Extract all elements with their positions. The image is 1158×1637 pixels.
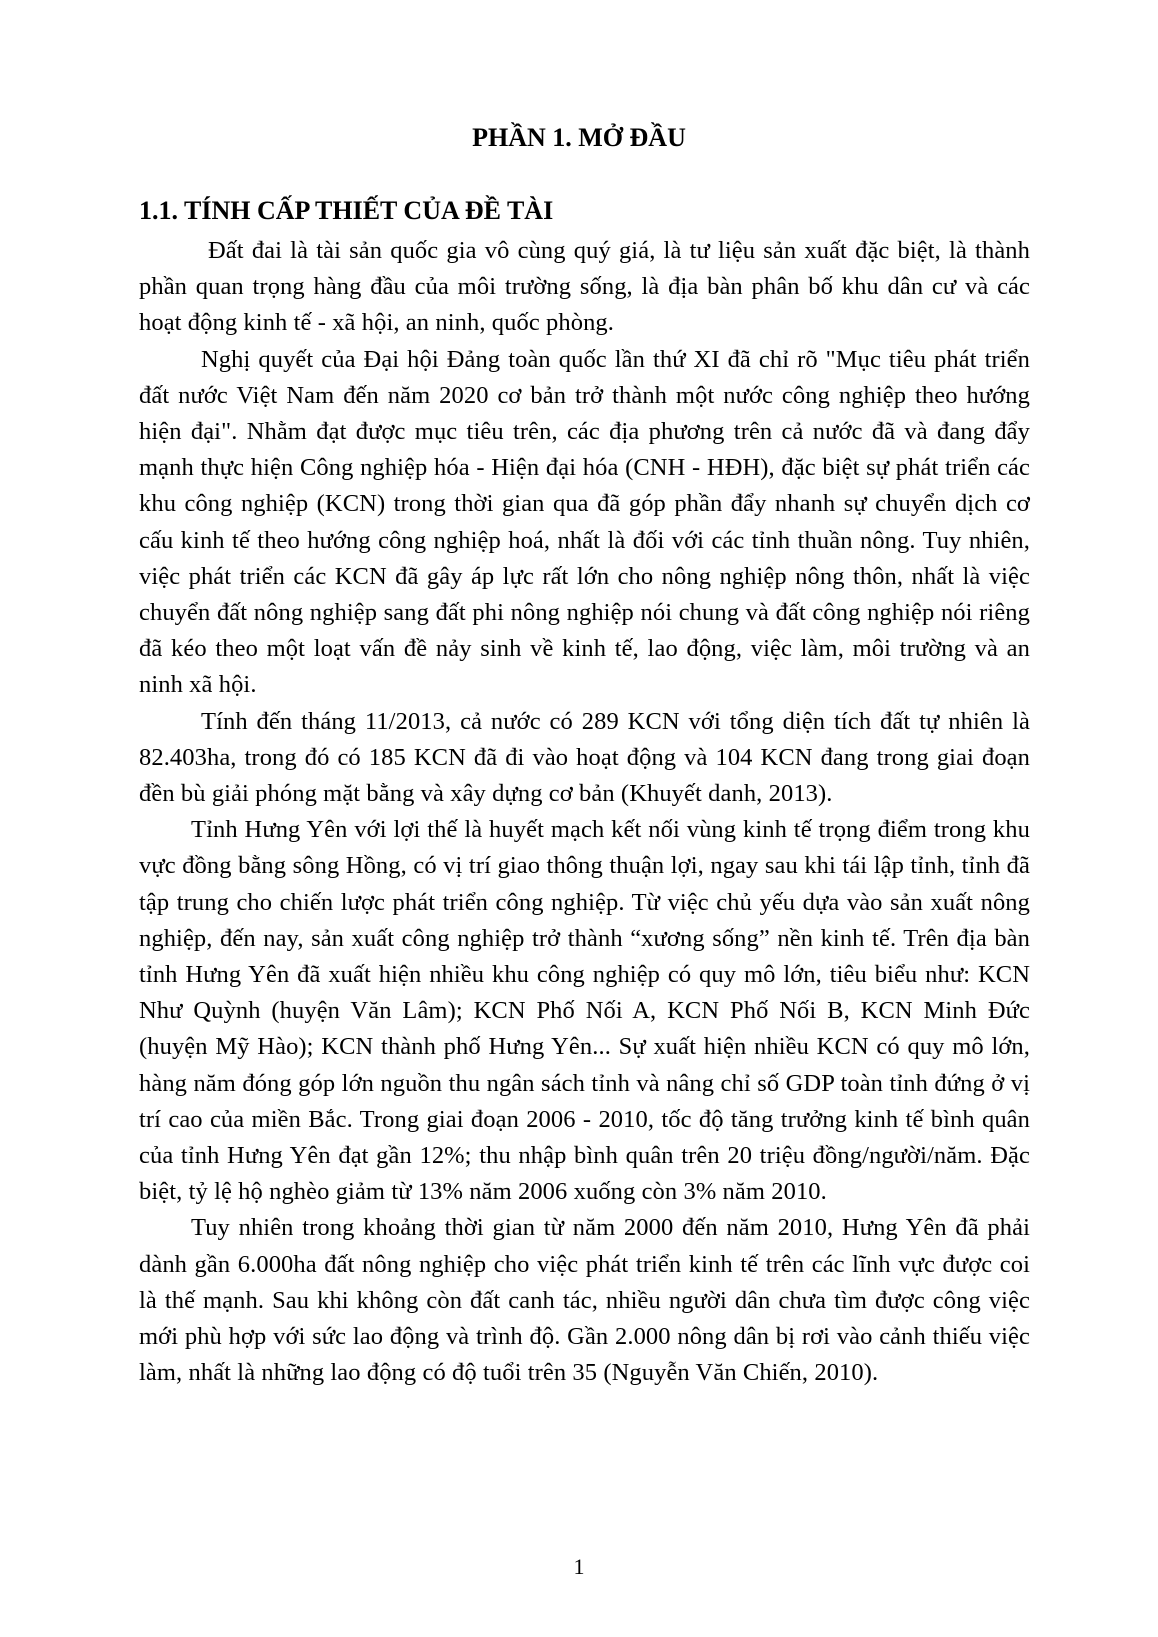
paragraph: Tỉnh Hưng Yên với lợi thế là huyết mạch kết nối vùng kinh tế trọng điểm trong khu vực đồng bằng sông Hồng, có vị trí giao thông thuận lợi, ngay sau khi tái lập tỉnh, tỉnh đã tập trung cho chiến lược phát triển công nghiệp. Từ việc chủ yếu dựa vào sản xuất nông nghiệp, đến nay, sản xuất công nghiệp trở thành “xương sống” nền kinh tế. Trên địa bàn tỉnh Hưng Yên đã xuất hiện nhiều khu công nghiệp có quy mô lớn, tiêu biểu như: KCN Như Quỳnh (huyện Văn Lâm); KCN Phố Nối A, KCN Phố Nối B, KCN Minh Đức (huyện Mỹ Hào); KCN thành phố Hưng Yên... Sự xuất hiện nhiều KCN có quy mô lớn, hàng năm đóng góp lớn nguồn thu ngân sách tỉnh và nâng chỉ số GDP toàn tỉnh đứng ở vị trí cao của miền Bắc. Trong giai đoạn 2006 - 2010, tốc độ tăng trưởng kinh tế bình quân của tỉnh Hưng Yên đạt gần 12%; thu nhập bình quân trên 20 triệu đồng/người/năm. Đặc biệt, tỷ lệ hộ nghèo giảm từ 13% năm 2006 xuống còn 3% năm 2010.	[139, 816, 1030, 1206]
paragraph: Đất đai là tài sản quốc gia vô cùng quý giá, là tư liệu sản xuất đặc biệt, là thành phần quan trọng hàng đầu của môi trường sống, là địa bàn phân bố khu dân cư và các hoạt động kinh tế - xã hội, an ninh, quốc phòng.	[139, 237, 1030, 337]
page-number: 1	[573, 1554, 585, 1579]
part-title: PHẦN 1. MỞ ĐẦU	[472, 123, 686, 152]
section-heading: 1.1. TÍNH CẤP THIẾT CỦA ĐỀ TÀI	[139, 196, 554, 225]
body-text	[139, 233, 1030, 1392]
paragraph: Tính đến tháng 11/2013, cả nước có 289 KCN với tổng diện tích đất tự nhiên là 82.403ha, trong đó có 185 KCN đã đi vào hoạt động và 104 KCN đang trong giai đoạn đền bù giải phóng mặt bằng và xây dựng cơ bản (Khuyết danh, 2013).	[139, 707, 1030, 808]
paragraph: Tuy nhiên trong khoảng thời gian từ năm 2000 đến năm 2010, Hưng Yên đã phải dành gần 6.000ha đất nông nghiệp cho việc phát triển kinh tế trên các lĩnh vực được coi là thế mạnh. Sau khi không còn đất canh tác, nhiều người dân chưa tìm được công việc mới phù hợp với sức lao động và trình độ. Gần 2.000 nông dân bị rơi vào cảnh thiếu việc làm, nhất là những lao động có độ tuổi trên 35 (Nguyễn Văn Chiến, 2010).	[139, 1214, 1030, 1387]
paragraph: Nghị quyết của Đại hội Đảng toàn quốc lần thứ XI đã chỉ rõ "Mục tiêu phát triển đất nước Việt Nam đến năm 2020 cơ bản trở thành một nước công nghiệp theo hướng hiện đại". Nhằm đạt được mục tiêu trên, các địa phương trên cả nước đã và đang đẩy mạnh thực hiện Công nghiệp hóa - Hiện đại hóa (CNH - HĐH), đặc biệt sự phát triển các khu công nghiệp (KCN) trong thời gian qua đã góp phần đẩy nhanh sự chuyển dịch cơ cấu kinh tế theo hướng công nghiệp hoá, nhất là đối với các tỉnh thuần nông. Tuy nhiên, việc phát triển các KCN đã gây áp lực rất lớn cho nông nghiệp nông thôn, nhất là việc chuyển đất nông nghiệp sang đất phi nông nghiệp nói chung và đất công nghiệp nói riêng đã kéo theo một loạt vấn đề nảy sinh về kinh tế, lao động, việc làm, môi trường và an ninh xã hội.	[139, 345, 1030, 699]
